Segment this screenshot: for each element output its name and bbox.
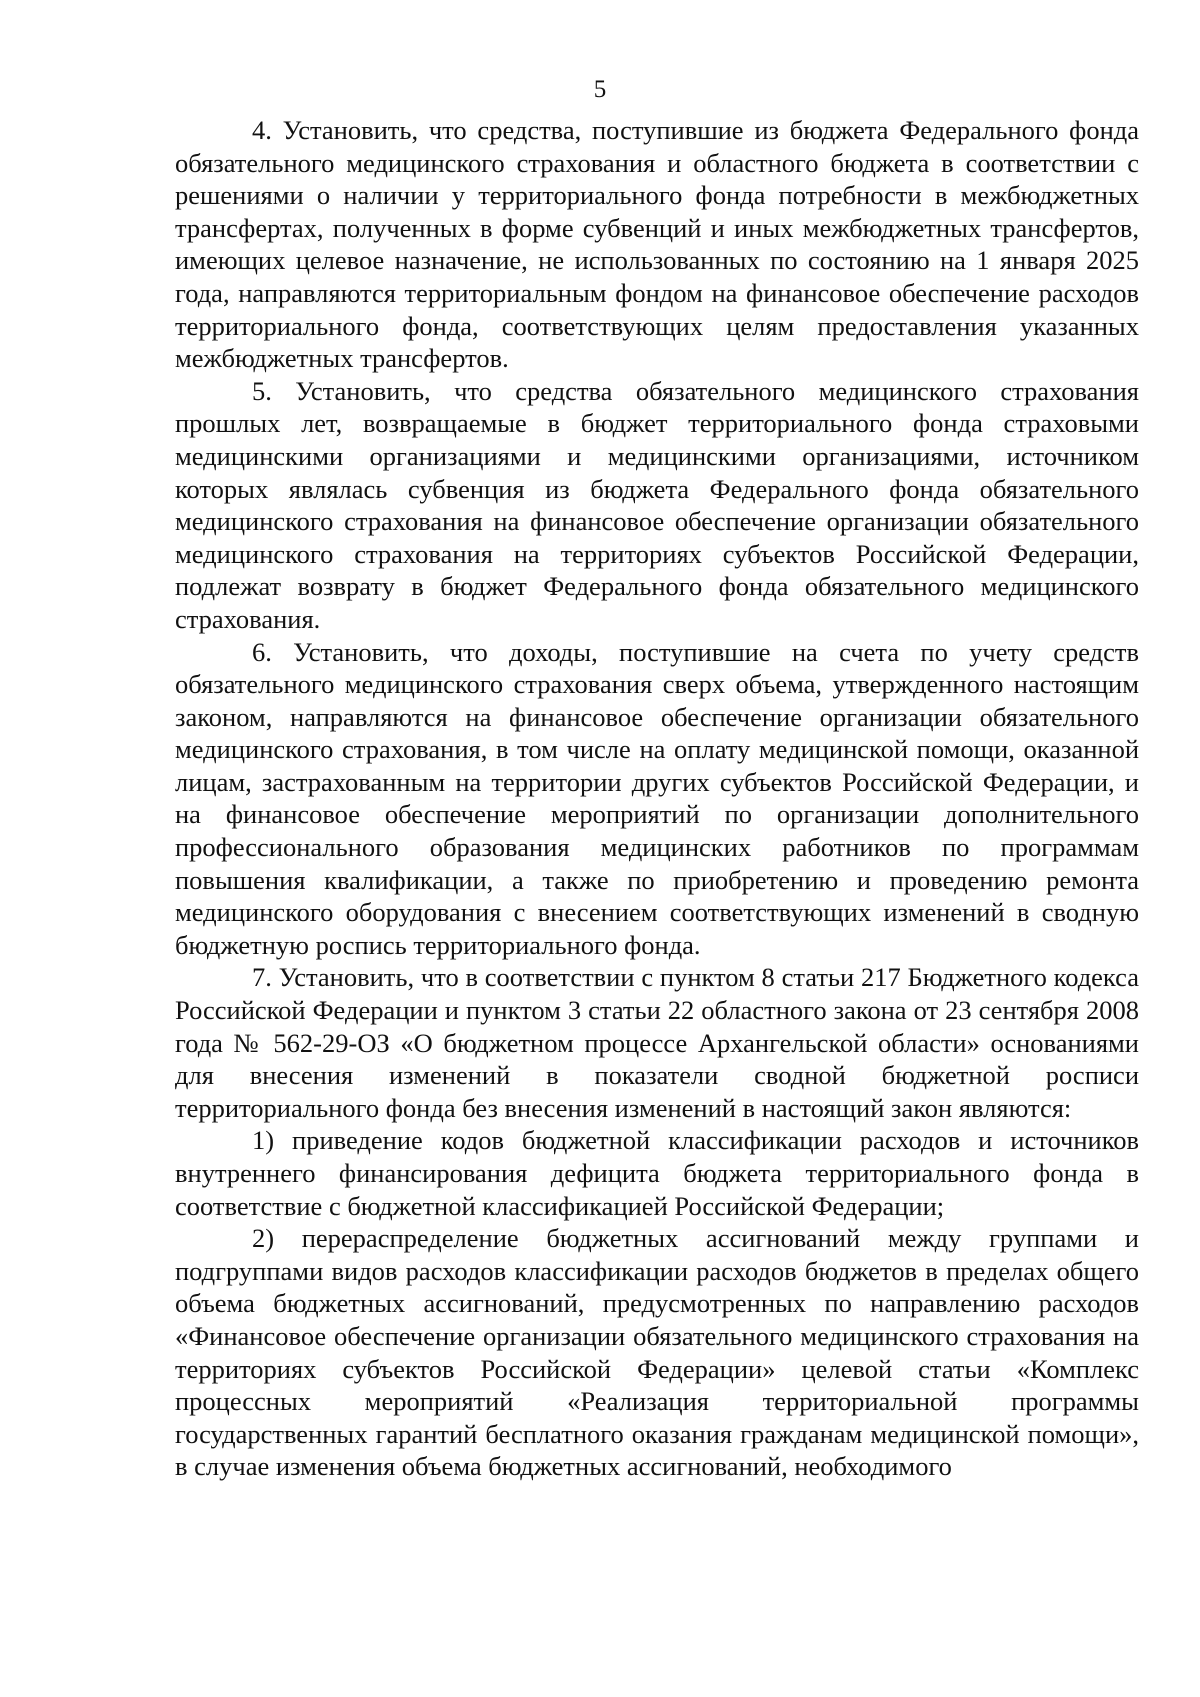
paragraph-item-7: 7. Установить, что в соответствии с пунктом 8 статьи 217 Бюджетного кодекса Российской Федерации и пунктом 3 статьи 22 областного закона от 23 сентября 2008 года № 562-29-ОЗ «О бюджетном процессе Архангельской области» основаниями для внесения изменений в показатели сводной бюджетной росписи территориального фонда без внесения изменений в настоящий закон являются: — [175, 962, 1139, 1123]
paragraph-item-6: 6. Установить, что доходы, поступившие на счета по учету средств обязательного медицинского страхования сверх объема, утвержденного настоящим законом, направляются на финансовое обеспечение организации обязательного медицинского страхования, в том числе на оплату медицинской помощи, оказанной лицам, застрахованным на территории других субъектов Российской Федерации, и на финансовое обеспечение мероприятий по организации дополнительного профессионального образования медицинских работников по программам повышения квалификации, а также по приобретению и проведению ремонта медицинского оборудования с внесением соответствующих изменений в сводную бюджетную роспись территориального фонда. — [175, 636, 1139, 960]
page-number: 5 — [593, 76, 607, 103]
paragraph-subitem-1: 1) приведение кодов бюджетной классификации расходов и источников внутреннего финансирования дефицита бюджета территориального фонда в соответствие с бюджетной классификацией Российской Федерации; — [175, 1125, 1139, 1221]
paragraph-item-4: 4. Установить, что средства, поступившие из бюджета Федерального фонда обязательного медицинского страхования и областного бюджета в соответствии с решениями о наличии у территориального фонда потребности в межбюджетных трансфертах, полученных в форме субвенций и иных межбюджетных трансфертов, имеющих целевое назначение, не использованных по состоянию на 1 января 2025 года, направляются территориальным фондом на финансовое обеспечение расходов территориального фонда, соответствующих целям предоставления указанных межбюджетных трансфертов. — [175, 115, 1139, 374]
document-body — [175, 114, 1139, 1483]
paragraph-item-5: 5. Установить, что средства обязательного медицинского страхования прошлых лет, возвращаемые в бюджет территориального фонда страховыми медицинскими организациями и медицинскими организациями, источником которых являлась субвенция из бюджета Федерального фонда обязательного медицинского страхования на финансовое обеспечение организации обязательного медицинского страхования на территориях субъектов Российской Федерации, подлежат возврату в бюджет Федерального фонда обязательного медицинского страхования. — [175, 375, 1139, 634]
paragraph-subitem-2: 2) перераспределение бюджетных ассигнований между группами и подгруппами видов расходов классификации расходов бюджетов в пределах общего объема бюджетных ассигнований, предусмотренных по направлению расходов «Финансовое обеспечение организации обязательного медицинского страхования на территориях субъектов Российской Федерации» целевой статьи «Комплекс процессных мероприятий «Реализация территориальной программы государственных гарантий бесплатного оказания гражданам медицинской помощи», в случае изменения объема бюджетных ассигнований, необходимого — [175, 1223, 1139, 1482]
